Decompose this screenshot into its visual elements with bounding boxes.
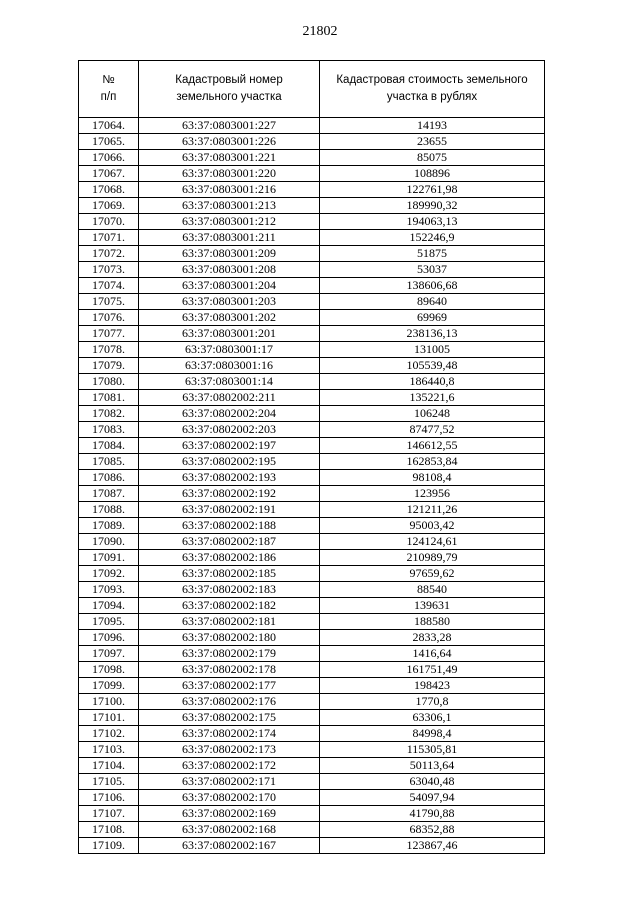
cell-cadastral-number: 63:37:0802002:187 bbox=[139, 534, 320, 550]
cell-cadastral-value: 135221,6 bbox=[320, 390, 545, 406]
cell-row-number: 17089. bbox=[79, 518, 139, 534]
cell-row-number: 17098. bbox=[79, 662, 139, 678]
cell-cadastral-number: 63:37:0803001:203 bbox=[139, 294, 320, 310]
table-row bbox=[79, 598, 545, 614]
table-row bbox=[79, 246, 545, 262]
cell-row-number: 17083. bbox=[79, 422, 139, 438]
cell-row-number: 17082. bbox=[79, 406, 139, 422]
cell-cadastral-number: 63:37:0803001:211 bbox=[139, 230, 320, 246]
page-number: 21802 bbox=[302, 24, 338, 39]
cell-row-number: 17103. bbox=[79, 742, 139, 758]
cell-row-number: 17071. bbox=[79, 230, 139, 246]
cell-cadastral-value: 198423 bbox=[320, 678, 545, 694]
cell-cadastral-number: 63:37:0802002:172 bbox=[139, 758, 320, 774]
cell-cadastral-number: 63:37:0802002:181 bbox=[139, 614, 320, 630]
cell-cadastral-value: 1416,64 bbox=[320, 646, 545, 662]
cell-cadastral-number: 63:37:0802002:167 bbox=[139, 838, 320, 854]
cell-cadastral-value: 238136,13 bbox=[320, 326, 545, 342]
cell-row-number: 17087. bbox=[79, 486, 139, 502]
cell-cadastral-value: 122761,98 bbox=[320, 182, 545, 198]
cell-cadastral-number: 63:37:0802002:211 bbox=[139, 390, 320, 406]
cell-cadastral-value: 123956 bbox=[320, 486, 545, 502]
table-row bbox=[79, 726, 545, 742]
cell-cadastral-value: 115305,81 bbox=[320, 742, 545, 758]
cell-row-number: 17076. bbox=[79, 310, 139, 326]
table-row bbox=[79, 662, 545, 678]
cell-cadastral-value: 124124,61 bbox=[320, 534, 545, 550]
cell-cadastral-number: 63:37:0802002:185 bbox=[139, 566, 320, 582]
cell-row-number: 17100. bbox=[79, 694, 139, 710]
table-row bbox=[79, 566, 545, 582]
cell-row-number: 17077. bbox=[79, 326, 139, 342]
cell-cadastral-value: 210989,79 bbox=[320, 550, 545, 566]
header-row bbox=[79, 61, 545, 118]
cell-cadastral-value: 69969 bbox=[320, 310, 545, 326]
cell-cadastral-number: 63:37:0802002:195 bbox=[139, 454, 320, 470]
cell-cadastral-number: 63:37:0802002:192 bbox=[139, 486, 320, 502]
cell-cadastral-number: 63:37:0803001:221 bbox=[139, 150, 320, 166]
table-row bbox=[79, 342, 545, 358]
table-row bbox=[79, 294, 545, 310]
cell-cadastral-value: 68352,88 bbox=[320, 822, 545, 838]
cell-cadastral-value: 51875 bbox=[320, 246, 545, 262]
table-row bbox=[79, 518, 545, 534]
cell-cadastral-value: 53037 bbox=[320, 262, 545, 278]
cell-cadastral-number: 63:37:0802002:188 bbox=[139, 518, 320, 534]
header-cadastral-value-line1: Кадастровая стоимость земельного bbox=[336, 74, 528, 86]
table-row bbox=[79, 806, 545, 822]
cell-row-number: 17099. bbox=[79, 678, 139, 694]
cell-row-number: 17093. bbox=[79, 582, 139, 598]
table-row bbox=[79, 486, 545, 502]
header-cadastral-number bbox=[139, 61, 320, 118]
cell-cadastral-value: 152246,9 bbox=[320, 230, 545, 246]
cell-cadastral-number: 63:37:0803001:201 bbox=[139, 326, 320, 342]
cell-cadastral-value: 146612,55 bbox=[320, 438, 545, 454]
table-row bbox=[79, 182, 545, 198]
cell-cadastral-value: 123867,46 bbox=[320, 838, 545, 854]
cell-cadastral-number: 63:37:0802002:203 bbox=[139, 422, 320, 438]
cell-row-number: 17066. bbox=[79, 150, 139, 166]
table-row bbox=[79, 230, 545, 246]
cell-row-number: 17078. bbox=[79, 342, 139, 358]
cell-cadastral-number: 63:37:0802002:173 bbox=[139, 742, 320, 758]
cell-cadastral-value: 189990,32 bbox=[320, 198, 545, 214]
cell-cadastral-number: 63:37:0803001:209 bbox=[139, 246, 320, 262]
cell-cadastral-value: 186440,8 bbox=[320, 374, 545, 390]
table-row bbox=[79, 822, 545, 838]
cell-row-number: 17097. bbox=[79, 646, 139, 662]
table-row bbox=[79, 550, 545, 566]
cell-cadastral-number: 63:37:0803001:202 bbox=[139, 310, 320, 326]
cell-cadastral-value: 63040,48 bbox=[320, 774, 545, 790]
table-row bbox=[79, 310, 545, 326]
cell-cadastral-value: 87477,52 bbox=[320, 422, 545, 438]
cell-cadastral-number: 63:37:0802002:191 bbox=[139, 502, 320, 518]
table-row bbox=[79, 454, 545, 470]
cell-cadastral-value: 162853,84 bbox=[320, 454, 545, 470]
cell-row-number: 17088. bbox=[79, 502, 139, 518]
cell-row-number: 17095. bbox=[79, 614, 139, 630]
cell-cadastral-number: 63:37:0803001:213 bbox=[139, 198, 320, 214]
cell-row-number: 17086. bbox=[79, 470, 139, 486]
cell-row-number: 17094. bbox=[79, 598, 139, 614]
cell-cadastral-number: 63:37:0802002:179 bbox=[139, 646, 320, 662]
cell-row-number: 17072. bbox=[79, 246, 139, 262]
cell-row-number: 17101. bbox=[79, 710, 139, 726]
cell-cadastral-number: 63:37:0802002:168 bbox=[139, 822, 320, 838]
cell-row-number: 17102. bbox=[79, 726, 139, 742]
cell-row-number: 17096. bbox=[79, 630, 139, 646]
cell-cadastral-number: 63:37:0802002:178 bbox=[139, 662, 320, 678]
cell-row-number: 17067. bbox=[79, 166, 139, 182]
cell-row-number: 17109. bbox=[79, 838, 139, 854]
cell-row-number: 17074. bbox=[79, 278, 139, 294]
cell-cadastral-value: 106248 bbox=[320, 406, 545, 422]
cell-cadastral-number: 63:37:0803001:212 bbox=[139, 214, 320, 230]
cell-cadastral-number: 63:37:0802002:180 bbox=[139, 630, 320, 646]
table-row bbox=[79, 326, 545, 342]
cell-row-number: 17092. bbox=[79, 566, 139, 582]
cell-cadastral-number: 63:37:0803001:17 bbox=[139, 342, 320, 358]
cell-row-number: 17081. bbox=[79, 390, 139, 406]
cell-row-number: 17070. bbox=[79, 214, 139, 230]
header-number-line2: п/п bbox=[100, 91, 117, 103]
cell-cadastral-value: 138606,68 bbox=[320, 278, 545, 294]
cell-cadastral-number: 63:37:0802002:175 bbox=[139, 710, 320, 726]
cell-row-number: 17075. bbox=[79, 294, 139, 310]
cell-cadastral-value: 84998,4 bbox=[320, 726, 545, 742]
cell-cadastral-number: 63:37:0803001:16 bbox=[139, 358, 320, 374]
table-row bbox=[79, 406, 545, 422]
table-row bbox=[79, 470, 545, 486]
table-row bbox=[79, 278, 545, 294]
cell-cadastral-number: 63:37:0802002:182 bbox=[139, 598, 320, 614]
cell-cadastral-number: 63:37:0802002:170 bbox=[139, 790, 320, 806]
cell-cadastral-value: 194063,13 bbox=[320, 214, 545, 230]
cell-cadastral-value: 23655 bbox=[320, 134, 545, 150]
table-header bbox=[79, 61, 545, 118]
header-number-line1: № bbox=[102, 74, 115, 86]
cell-cadastral-value: 161751,49 bbox=[320, 662, 545, 678]
table-row bbox=[79, 166, 545, 182]
table-row bbox=[79, 678, 545, 694]
table-row bbox=[79, 534, 545, 550]
cell-cadastral-number: 63:37:0803001:227 bbox=[139, 118, 320, 134]
cell-cadastral-number: 63:37:0802002:171 bbox=[139, 774, 320, 790]
table-row bbox=[79, 758, 545, 774]
cell-row-number: 17084. bbox=[79, 438, 139, 454]
cell-row-number: 17107. bbox=[79, 806, 139, 822]
cell-cadastral-value: 108896 bbox=[320, 166, 545, 182]
table-row bbox=[79, 710, 545, 726]
cell-cadastral-number: 63:37:0803001:220 bbox=[139, 166, 320, 182]
header-cadastral-value bbox=[320, 61, 545, 118]
table-row bbox=[79, 582, 545, 598]
table-row bbox=[79, 390, 545, 406]
cell-cadastral-number: 63:37:0803001:216 bbox=[139, 182, 320, 198]
cell-row-number: 17090. bbox=[79, 534, 139, 550]
cell-cadastral-number: 63:37:0803001:204 bbox=[139, 278, 320, 294]
cell-cadastral-value: 54097,94 bbox=[320, 790, 545, 806]
table-row bbox=[79, 838, 545, 854]
cell-row-number: 17069. bbox=[79, 198, 139, 214]
table-row bbox=[79, 694, 545, 710]
cell-row-number: 17104. bbox=[79, 758, 139, 774]
cell-cadastral-number: 63:37:0802002:183 bbox=[139, 582, 320, 598]
cell-row-number: 17068. bbox=[79, 182, 139, 198]
cell-cadastral-value: 95003,42 bbox=[320, 518, 545, 534]
table-row bbox=[79, 422, 545, 438]
cell-cadastral-value: 98108,4 bbox=[320, 470, 545, 486]
cell-cadastral-value: 105539,48 bbox=[320, 358, 545, 374]
cell-cadastral-value: 14193 bbox=[320, 118, 545, 134]
table-row bbox=[79, 774, 545, 790]
table-row bbox=[79, 630, 545, 646]
cell-cadastral-number: 63:37:0802002:186 bbox=[139, 550, 320, 566]
cell-cadastral-number: 63:37:0802002:197 bbox=[139, 438, 320, 454]
cell-row-number: 17073. bbox=[79, 262, 139, 278]
cell-cadastral-number: 63:37:0803001:208 bbox=[139, 262, 320, 278]
cell-row-number: 17106. bbox=[79, 790, 139, 806]
cell-cadastral-value: 85075 bbox=[320, 150, 545, 166]
cell-cadastral-number: 63:37:0802002:169 bbox=[139, 806, 320, 822]
cell-cadastral-value: 188580 bbox=[320, 614, 545, 630]
table-row bbox=[79, 790, 545, 806]
table-row bbox=[79, 214, 545, 230]
cell-cadastral-value: 89640 bbox=[320, 294, 545, 310]
header-cadastral-value-line2: участка в рублях bbox=[386, 91, 478, 103]
table-row bbox=[79, 150, 545, 166]
cell-cadastral-number: 63:37:0803001:14 bbox=[139, 374, 320, 390]
header-cadastral-number-line1: Кадастровый номер bbox=[175, 74, 283, 86]
cell-cadastral-number: 63:37:0802002:176 bbox=[139, 694, 320, 710]
cadastre-table bbox=[78, 60, 545, 854]
cell-row-number: 17091. bbox=[79, 550, 139, 566]
cell-cadastral-number: 63:37:0802002:177 bbox=[139, 678, 320, 694]
cell-cadastral-number: 63:37:0803001:226 bbox=[139, 134, 320, 150]
cell-cadastral-value: 139631 bbox=[320, 598, 545, 614]
table-row bbox=[79, 134, 545, 150]
cell-cadastral-value: 63306,1 bbox=[320, 710, 545, 726]
cell-cadastral-value: 131005 bbox=[320, 342, 545, 358]
cell-cadastral-value: 2833,28 bbox=[320, 630, 545, 646]
table-row bbox=[79, 374, 545, 390]
header-number bbox=[79, 61, 139, 118]
cell-cadastral-value: 88540 bbox=[320, 582, 545, 598]
cell-cadastral-number: 63:37:0802002:174 bbox=[139, 726, 320, 742]
cell-cadastral-number: 63:37:0802002:204 bbox=[139, 406, 320, 422]
header-cadastral-number-line2: земельного участка bbox=[176, 91, 282, 103]
table-row bbox=[79, 742, 545, 758]
cell-cadastral-number: 63:37:0802002:193 bbox=[139, 470, 320, 486]
table-row bbox=[79, 198, 545, 214]
cell-row-number: 17064. bbox=[79, 118, 139, 134]
cell-cadastral-value: 121211,26 bbox=[320, 502, 545, 518]
cell-cadastral-value: 1770,8 bbox=[320, 694, 545, 710]
table-row bbox=[79, 358, 545, 374]
cell-cadastral-value: 50113,64 bbox=[320, 758, 545, 774]
cell-row-number: 17080. bbox=[79, 374, 139, 390]
cell-row-number: 17105. bbox=[79, 774, 139, 790]
table-row bbox=[79, 614, 545, 630]
cell-row-number: 17079. bbox=[79, 358, 139, 374]
cell-row-number: 17085. bbox=[79, 454, 139, 470]
table-row bbox=[79, 502, 545, 518]
cell-cadastral-value: 97659,62 bbox=[320, 566, 545, 582]
cell-cadastral-value: 41790,88 bbox=[320, 806, 545, 822]
table-body bbox=[79, 118, 545, 854]
table-row bbox=[79, 646, 545, 662]
cell-row-number: 17065. bbox=[79, 134, 139, 150]
table-row bbox=[79, 262, 545, 278]
cell-row-number: 17108. bbox=[79, 822, 139, 838]
table-row bbox=[79, 438, 545, 454]
table-row bbox=[79, 118, 545, 134]
